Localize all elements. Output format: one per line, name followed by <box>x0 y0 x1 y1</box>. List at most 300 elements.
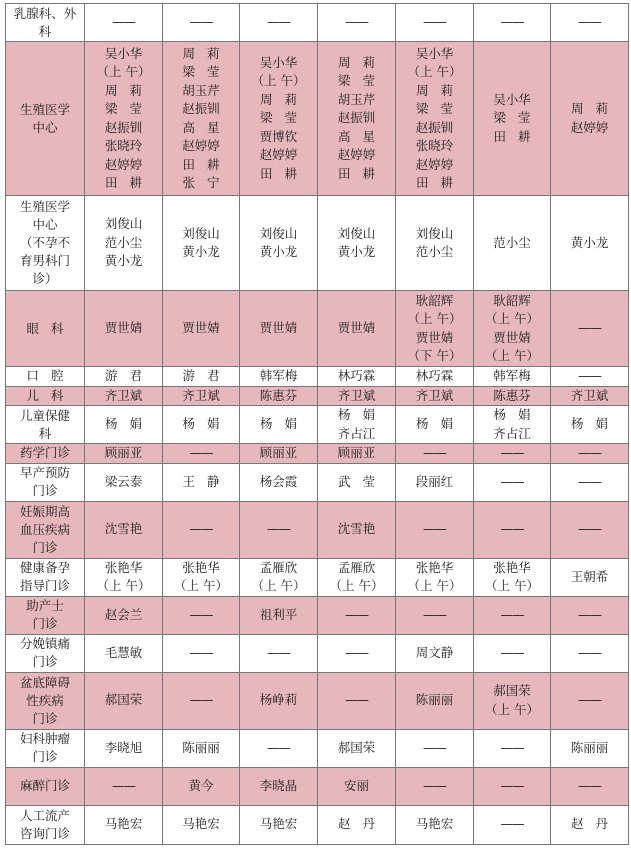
no-clinic-dash: —— <box>500 521 524 537</box>
doctor-name: 郝国荣 <box>493 683 531 698</box>
department-cell <box>6 596 85 634</box>
department-label-line: 育男科门 <box>19 253 70 268</box>
doctor-name: 杨 娟 <box>416 416 453 432</box>
schedule-cell <box>318 634 396 672</box>
doctor-name: 胡玉芹 <box>182 82 220 98</box>
schedule-cell <box>163 805 240 844</box>
doctor-name: 黄小龙 <box>259 244 298 259</box>
schedule-cell <box>396 406 474 444</box>
table-row <box>6 406 629 444</box>
doctor-name: （上 午） <box>485 348 539 363</box>
doctor-name: （上 午） <box>407 578 462 593</box>
schedule-cell <box>85 367 163 387</box>
department-cell <box>6 634 85 672</box>
department-label-line: 门诊 <box>32 539 58 555</box>
doctor-name: 范小尘 <box>415 244 454 259</box>
schedule-cell <box>551 386 629 406</box>
no-clinic-dash: —— <box>423 606 446 622</box>
schedule-cell <box>85 634 163 672</box>
doctor-name: 杨 娟 <box>571 416 608 432</box>
schedule-cell <box>551 634 629 672</box>
schedule-cell <box>474 596 551 634</box>
doctor-name: 刘俊山 <box>259 225 298 241</box>
doctor-name: 孟雁欣 <box>259 559 298 575</box>
doctor-name: 吴小华 <box>415 45 454 61</box>
doctor-name: 段丽红 <box>415 473 454 489</box>
no-clinic-dash: —— <box>189 14 213 30</box>
department-label-line: 药学门诊 <box>19 445 70 461</box>
department-label-line: （不孕不 <box>19 235 70 250</box>
doctor-name: （上 午） <box>407 311 462 326</box>
doctor-name: 赵会兰 <box>104 606 143 622</box>
doctor-name: （上 午） <box>485 311 539 326</box>
no-clinic-dash: —— <box>345 606 368 622</box>
doctor-name: 周 莉 <box>571 101 608 116</box>
no-clinic-dash: —— <box>578 606 601 622</box>
no-clinic-dash: —— <box>112 777 135 793</box>
no-clinic-dash: —— <box>345 692 368 708</box>
doctor-name: 王 静 <box>182 473 220 489</box>
no-clinic-dash: —— <box>423 739 446 755</box>
doctor-name: 李晓旭 <box>104 739 143 755</box>
schedule-cell <box>240 291 318 367</box>
schedule-cell <box>318 596 396 634</box>
doctor-name: 梁 莹 <box>493 110 531 126</box>
department-cell <box>6 805 85 844</box>
schedule-cell <box>163 501 240 558</box>
doctor-name: 张艳华 <box>415 559 454 575</box>
schedule-cell <box>474 406 551 444</box>
doctor-name: 杨 娟 <box>182 416 220 432</box>
schedule-cell <box>240 463 318 501</box>
doctor-name: 张艳华 <box>182 559 220 575</box>
doctor-name: 林巧霖 <box>415 368 454 383</box>
table-row <box>6 463 629 501</box>
department-label-line: 中心 <box>32 119 58 135</box>
schedule-cell <box>551 729 629 767</box>
schedule-cell <box>163 386 240 406</box>
doctor-name: 杨峥莉 <box>259 692 298 708</box>
table-row <box>6 558 629 596</box>
doctor-name: 毛慧敏 <box>104 644 143 660</box>
schedule-cell <box>474 672 551 729</box>
department-cell <box>6 444 85 464</box>
department-label-line: 门诊 <box>32 616 58 631</box>
schedule-cell <box>396 558 474 596</box>
no-clinic-dash: —— <box>500 777 524 793</box>
department-label-line: 人工流产 <box>19 807 70 823</box>
department-cell <box>6 672 85 729</box>
doctor-name: （上 午） <box>96 578 151 593</box>
department-cell <box>6 196 85 291</box>
no-clinic-dash: —— <box>189 521 213 537</box>
doctor-name: 贾世婧 <box>182 320 220 336</box>
schedule-cell <box>551 501 629 558</box>
department-label-line: 中心 <box>32 217 58 232</box>
doctor-name: 张晓玲 <box>415 138 454 153</box>
schedule-cell <box>318 386 396 406</box>
schedule-cell <box>318 4 396 42</box>
no-clinic-dash: —— <box>578 521 601 537</box>
schedule-cell <box>474 501 551 558</box>
schedule-cell <box>318 767 396 805</box>
schedule-cell <box>163 672 240 729</box>
doctor-name: 赵婷婷 <box>337 147 376 163</box>
doctor-name: 刘俊山 <box>337 225 376 241</box>
schedule-cell <box>163 291 240 367</box>
doctor-name: 沈雪艳 <box>104 521 143 537</box>
schedule-cell <box>163 196 240 291</box>
department-label-line: 妊娠期高 <box>19 503 70 519</box>
schedule-cell <box>551 4 629 42</box>
schedule-cell <box>551 805 629 844</box>
doctor-name: 杨 娟 <box>493 407 531 422</box>
no-clinic-dash: —— <box>267 521 290 537</box>
doctor-name: 梁 莹 <box>260 110 297 126</box>
doctor-name: 黄小龙 <box>182 244 220 259</box>
doctor-name: 贾世婧 <box>493 329 531 345</box>
schedule-cell <box>240 729 318 767</box>
doctor-name: 贾博钦 <box>259 128 298 144</box>
doctor-name: 马艳宏 <box>182 816 220 832</box>
doctor-name: 胡玉芹 <box>337 91 376 107</box>
doctor-name: 梁 莹 <box>105 101 142 116</box>
schedule-cell <box>240 367 318 387</box>
schedule-cell <box>85 729 163 767</box>
schedule-cell <box>163 444 240 464</box>
table-row <box>6 4 629 42</box>
schedule-cell <box>396 596 474 634</box>
department-label-line: 眼 科 <box>26 320 64 336</box>
doctor-name: 郝国荣 <box>104 692 143 708</box>
schedule-cell <box>85 558 163 596</box>
doctor-name: 赵振钏 <box>337 110 376 126</box>
doctor-name: 贾世婧 <box>337 320 376 336</box>
doctor-name: 梁 莹 <box>416 101 453 116</box>
doctor-name: 齐卫斌 <box>415 387 454 403</box>
doctor-name: 贾世婧 <box>415 329 454 345</box>
doctor-name: 齐卫斌 <box>104 387 143 403</box>
department-label-line: 乳腺科、外 <box>13 5 77 21</box>
no-clinic-dash: —— <box>500 644 524 660</box>
schedule-cell <box>551 196 629 291</box>
schedule-cell <box>551 558 629 596</box>
doctor-name: 田 耕 <box>260 165 297 181</box>
no-clinic-dash: —— <box>578 473 601 489</box>
schedule-cell <box>240 596 318 634</box>
schedule-cell <box>551 767 629 805</box>
department-cell <box>6 463 85 501</box>
department-label-line: 助产士 <box>26 598 64 613</box>
doctor-name: 武 莹 <box>338 473 375 489</box>
doctor-name: 游 君 <box>182 368 220 383</box>
schedule-cell <box>396 386 474 406</box>
doctor-name: 齐卫斌 <box>337 387 376 403</box>
schedule-cell <box>85 196 163 291</box>
doctor-name: 赵振钏 <box>104 119 143 135</box>
department-cell <box>6 42 85 196</box>
doctor-name: （上 午） <box>407 64 462 79</box>
doctor-name: 马艳宏 <box>259 816 298 832</box>
department-label-line: 科 <box>38 23 52 39</box>
doctor-name: 齐卫斌 <box>570 387 609 403</box>
no-clinic-dash: —— <box>578 14 601 30</box>
doctor-name: 周 莉 <box>416 82 453 98</box>
doctor-name: 杨会霞 <box>259 473 298 489</box>
doctor-name: 赵婷婷 <box>182 138 220 153</box>
no-clinic-dash: —— <box>189 692 213 708</box>
department-label-line: 早产预防 <box>19 465 70 480</box>
doctor-name: （下 午） <box>407 348 462 363</box>
schedule-cell <box>318 196 396 291</box>
schedule-cell <box>474 196 551 291</box>
doctor-name: 赵振钏 <box>415 119 454 135</box>
doctor-name: 耿韶辉 <box>415 292 454 308</box>
department-label-line: 门诊 <box>32 749 58 764</box>
doctor-name: 田 耕 <box>493 128 531 144</box>
department-cell <box>6 729 85 767</box>
no-clinic-dash: —— <box>189 445 213 460</box>
doctor-name: 周 莉 <box>182 45 220 61</box>
doctor-name: 黄小龙 <box>570 234 609 250</box>
department-label-line: 分娩镇痛 <box>19 636 70 651</box>
department-cell <box>6 367 85 387</box>
doctor-name: 刘俊山 <box>182 225 220 241</box>
schedule-cell <box>551 291 629 367</box>
department-label-line: 生殖医学 <box>19 101 70 117</box>
doctor-name: 范小尘 <box>104 234 143 250</box>
schedule-cell <box>318 406 396 444</box>
schedule-cell <box>474 805 551 844</box>
doctor-name: 齐占江 <box>493 425 531 441</box>
doctor-name: 黄小龙 <box>337 244 376 259</box>
no-clinic-dash: —— <box>500 445 524 460</box>
department-label-line: 指导门诊 <box>19 578 70 593</box>
doctor-name: 顾丽亚 <box>337 445 376 460</box>
doctor-name: 郝国荣 <box>337 739 376 755</box>
schedule-cell <box>240 672 318 729</box>
table-row <box>6 634 629 672</box>
schedule-cell <box>85 4 163 42</box>
schedule-cell <box>396 42 474 196</box>
doctor-name: 刘俊山 <box>104 216 143 232</box>
doctor-name: 周 莉 <box>260 91 297 107</box>
schedule-cell <box>163 4 240 42</box>
schedule-cell <box>396 196 474 291</box>
doctor-name: 陈丽丽 <box>182 739 220 755</box>
doctor-name: 陈丽丽 <box>415 692 454 708</box>
schedule-cell <box>240 501 318 558</box>
department-label-line: 妇科肿瘤 <box>19 731 70 746</box>
doctor-name: 周文静 <box>415 644 454 660</box>
doctor-name: 张晓玲 <box>104 138 143 153</box>
doctor-name: 梁云泰 <box>104 473 143 489</box>
doctor-name: 王朝希 <box>570 568 609 584</box>
department-cell <box>6 291 85 367</box>
department-label-line: 门诊 <box>32 483 58 498</box>
department-label-line: 诊） <box>32 271 58 286</box>
schedule-cell <box>551 406 629 444</box>
no-clinic-dash: —— <box>112 14 135 30</box>
schedule-cell <box>85 501 163 558</box>
doctor-name: （上 午） <box>251 578 306 593</box>
table-row <box>6 42 629 196</box>
doctor-name: 齐占江 <box>337 425 376 441</box>
schedule-cell <box>240 386 318 406</box>
doctor-name: 陈惠芬 <box>259 387 298 403</box>
department-cell <box>6 501 85 558</box>
schedule-cell <box>474 634 551 672</box>
schedule-cell <box>474 367 551 387</box>
table-row <box>6 767 629 805</box>
doctor-name: 陈丽丽 <box>570 739 609 755</box>
table-row <box>6 291 629 367</box>
no-clinic-dash: —— <box>423 521 446 537</box>
doctor-name: （上 午） <box>485 578 539 593</box>
no-clinic-dash: —— <box>578 368 601 383</box>
schedule-cell <box>163 406 240 444</box>
doctor-name: 游 君 <box>105 368 142 383</box>
table-row <box>6 444 629 464</box>
doctor-name: 高 星 <box>338 128 375 144</box>
schedule-cell <box>163 367 240 387</box>
doctor-name: 杨 娟 <box>105 416 142 432</box>
schedule-cell <box>318 42 396 196</box>
no-clinic-dash: —— <box>578 777 601 793</box>
doctor-name: 梁 莹 <box>338 73 375 89</box>
schedule-cell <box>163 463 240 501</box>
department-cell <box>6 406 85 444</box>
department-label-line: 盆底障碍 <box>19 674 70 690</box>
schedule-cell <box>85 406 163 444</box>
department-label-line: 咨询门诊 <box>19 825 70 841</box>
no-clinic-dash: —— <box>189 644 213 660</box>
schedule-cell <box>318 291 396 367</box>
doctor-name: （上 午） <box>96 64 151 79</box>
doctor-name: 吴小华 <box>104 45 143 61</box>
schedule-cell <box>396 463 474 501</box>
schedule-cell <box>318 672 396 729</box>
table-row <box>6 386 629 406</box>
schedule-cell <box>163 42 240 196</box>
doctor-name: 田 耕 <box>105 175 142 190</box>
schedule-cell <box>85 444 163 464</box>
schedule-cell <box>396 444 474 464</box>
doctor-name: 吴小华 <box>259 54 298 70</box>
doctor-name: 耿韶辉 <box>493 292 531 308</box>
schedule-cell <box>318 367 396 387</box>
no-clinic-dash: —— <box>500 606 524 622</box>
schedule-cell <box>474 4 551 42</box>
department-label-line: 门诊 <box>32 710 58 726</box>
department-cell <box>6 386 85 406</box>
schedule-cell <box>396 367 474 387</box>
schedule-cell <box>551 463 629 501</box>
schedule-cell <box>474 767 551 805</box>
schedule-cell <box>474 42 551 196</box>
doctor-name: 刘俊山 <box>415 225 454 241</box>
schedule-cell <box>551 42 629 196</box>
schedule-cell <box>85 463 163 501</box>
doctor-name: 黄小龙 <box>104 253 143 269</box>
no-clinic-dash: —— <box>500 739 524 755</box>
schedule-cell <box>474 463 551 501</box>
schedule-cell <box>474 558 551 596</box>
schedule-cell <box>474 444 551 464</box>
schedule-cell <box>474 729 551 767</box>
no-clinic-dash: —— <box>267 644 290 660</box>
doctor-name: 齐卫斌 <box>182 387 220 403</box>
doctor-name: 黄今 <box>188 777 214 793</box>
schedule-cell <box>551 367 629 387</box>
doctor-name: 田 耕 <box>338 165 375 181</box>
doctor-name: 范小尘 <box>493 234 531 250</box>
doctor-name: 贾世婧 <box>104 320 143 336</box>
schedule-cell <box>85 291 163 367</box>
no-clinic-dash: —— <box>500 14 524 30</box>
no-clinic-dash: —— <box>267 739 290 755</box>
schedule-cell <box>474 291 551 367</box>
schedule-cell <box>240 42 318 196</box>
table-row <box>6 805 629 844</box>
doctor-name: 赵婷婷 <box>415 156 454 172</box>
doctor-name: 马艳宏 <box>104 816 143 832</box>
schedule-cell <box>163 558 240 596</box>
schedule-cell <box>163 767 240 805</box>
schedule-cell <box>396 4 474 42</box>
doctor-name: 赵 丹 <box>338 816 375 832</box>
schedule-cell <box>163 634 240 672</box>
doctor-name: 孟雁欣 <box>337 559 376 575</box>
doctor-name: 顾丽亚 <box>104 445 143 460</box>
doctor-name: （上 午） <box>174 578 228 593</box>
schedule-cell <box>163 729 240 767</box>
department-label-line: 生殖医学 <box>19 199 70 214</box>
schedule-table <box>5 3 629 845</box>
schedule-cell <box>396 767 474 805</box>
doctor-name: 沈雪艳 <box>337 521 376 537</box>
schedule-cell <box>240 767 318 805</box>
doctor-name: 顾丽亚 <box>259 445 298 460</box>
schedule-cell <box>396 501 474 558</box>
department-cell <box>6 767 85 805</box>
department-label-line: 科 <box>38 425 52 441</box>
schedule-cell <box>240 634 318 672</box>
doctor-name: 韩军梅 <box>259 368 298 383</box>
schedule-cell <box>85 767 163 805</box>
doctor-name: （上 午） <box>485 701 539 717</box>
doctor-name: 赵婷婷 <box>570 119 609 135</box>
schedule-body <box>6 4 629 845</box>
department-label-line: 性疾病 <box>26 692 64 708</box>
no-clinic-dash: —— <box>345 14 368 30</box>
schedule-cell <box>163 596 240 634</box>
schedule-cell <box>318 729 396 767</box>
doctor-name: 赵振钏 <box>182 101 220 116</box>
doctor-name: （上 午） <box>251 73 306 89</box>
doctor-name: 赵 丹 <box>571 816 608 832</box>
schedule-cell <box>240 444 318 464</box>
no-clinic-dash: —— <box>578 445 601 460</box>
no-clinic-dash: —— <box>423 445 446 460</box>
schedule-cell <box>85 596 163 634</box>
doctor-name: 周 莉 <box>105 82 142 98</box>
schedule-cell <box>85 386 163 406</box>
department-label-line: 血压疾病 <box>19 521 70 537</box>
department-label-line: 儿 科 <box>26 387 64 403</box>
schedule-cell <box>551 596 629 634</box>
department-label-line: 儿童保健 <box>19 407 70 423</box>
